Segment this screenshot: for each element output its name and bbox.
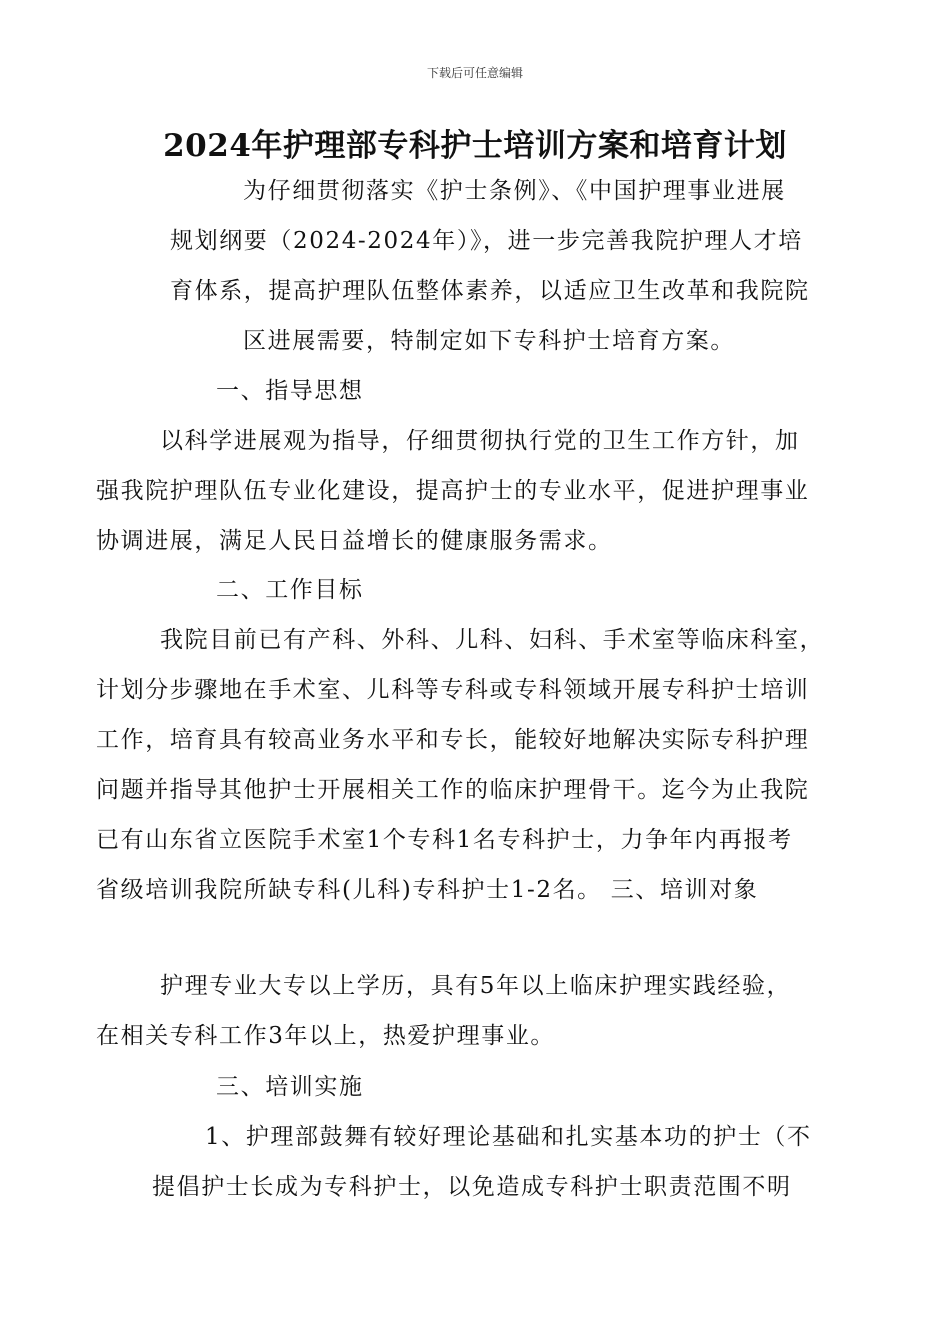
section-heading: 二、工作目标: [216, 577, 364, 603]
paragraph-line: 工作，培育具有较高业务水平和专长，能较好地解决实际专科护理: [96, 727, 810, 753]
section-heading: 一、指导思想: [216, 378, 364, 404]
page-header: 下载后可任意编辑: [426, 66, 523, 80]
paragraph-line: 育体系，提高护理队伍整体素养，以适应卫生改革和我院院: [170, 278, 810, 304]
paragraph-line: 区进展需要，特制定如下专科护士培育方案。: [243, 328, 735, 354]
paragraph-line: 为仔细贯彻落实《护士条例》、《中国护理事业进展: [243, 178, 786, 204]
paragraph-line: 省级培训我院所缺专科(儿科)专科护士1-2名。 三、培训对象: [96, 877, 759, 903]
paragraph-line: 计划分步骤地在手术室、儿科等专科或专科领域开展专科护士培训: [96, 677, 810, 703]
paragraph-line: 提倡护士长成为专科护士，以免造成专科护士职责范围不明: [152, 1174, 792, 1200]
paragraph-line: 以科学进展观为指导，仔细贯彻执行党的卫生工作方针，加: [160, 428, 800, 454]
paragraph-line: 问题并指导其他护士开展相关工作的临床护理骨干。迄今为止我院: [96, 777, 810, 803]
paragraph-line: 1、护理部鼓舞有较好理论基础和扎实基本功的护士（不: [205, 1124, 812, 1150]
paragraph-line: 我院目前已有产科、外科、儿科、妇科、手术室等临床科室，: [160, 627, 825, 653]
paragraph-line: 规划纲要（2024-2024年）》，进一步完善我院护理人才培: [170, 228, 803, 254]
section-heading: 三、培训实施: [216, 1074, 364, 1100]
paragraph-line: 在相关专科工作3年以上，热爱护理事业。: [96, 1023, 556, 1049]
paragraph-line: 已有山东省立医院手术室1个专科1名专科护士，力争年内再报考: [96, 827, 793, 853]
document-title: 2024年护理部专科护士培训方案和培育计划: [163, 128, 787, 164]
paragraph-line: 强我院护理队伍专业化建设，提高护士的专业水平，促进护理事业: [96, 478, 810, 504]
paragraph-line: 护理专业大专以上学历，具有5年以上临床护理实践经验，: [160, 973, 792, 999]
paragraph-line: 协调进展，满足人民日益增长的健康服务需求。: [96, 528, 613, 554]
